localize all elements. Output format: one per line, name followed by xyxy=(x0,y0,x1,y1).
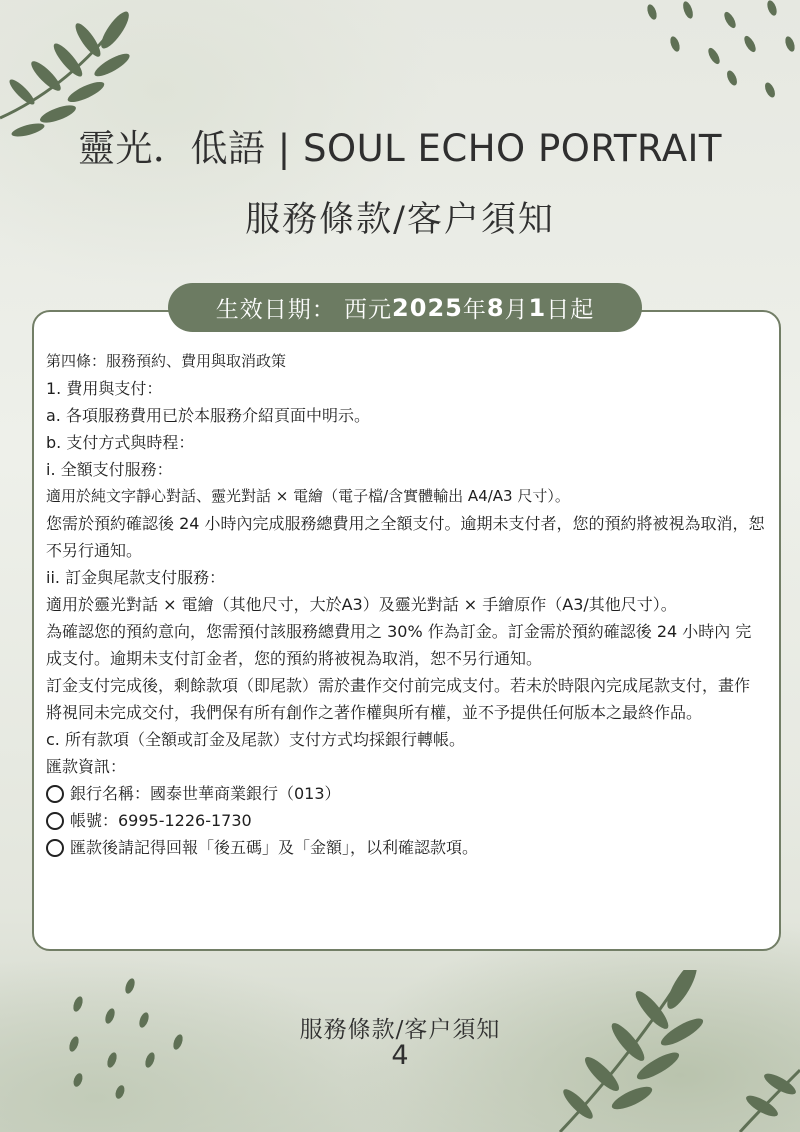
clause-line: 1. 費用與支付： xyxy=(46,379,163,398)
effective-date-day: 1 xyxy=(528,293,547,322)
bank-info-item xyxy=(46,780,772,807)
clause-line: 匯款資訊： xyxy=(46,757,127,776)
effective-date-suffix: 日起 xyxy=(546,297,595,323)
effective-date-year: 2025 xyxy=(392,293,463,322)
effective-date-badge xyxy=(168,283,642,332)
bank-info-text: 帳號：6995-1226-1730 xyxy=(70,811,252,830)
effective-date-year-unit: 年 xyxy=(462,297,487,323)
footer-title: 服務條款/客户須知 xyxy=(299,1017,501,1043)
terms-content xyxy=(46,348,772,861)
clause-paragraph: 訂金支付完成後，剩餘款項（即尾款）需於畫作交付前完成支付。若未於時限內完成尾款支付，畫作將視同未完成交付，我們保有所有創作之著作權與所有權，並不予提供任何版本之最終作品。 xyxy=(46,676,751,722)
clause-line: 適用於純文字靜心對話、靈光對話 × 電繪（電子檔/含實體輸出 A4/A3 尺寸）。 xyxy=(46,487,570,505)
bank-info-item xyxy=(46,834,772,861)
circle-bullet-icon xyxy=(46,785,64,803)
circle-bullet-icon xyxy=(46,839,64,857)
effective-date-month: 8 xyxy=(486,293,505,322)
dots-top-right-decoration xyxy=(630,0,800,110)
page-title: 靈光．低語 | SOUL ECHO PORTRAIT xyxy=(77,127,723,170)
clause-paragraph: 您需於預約確認後 24 小時內完成服務總費用之全額支付。逾期未支付者，您的預約將被視為取消，恕不另行通知。 xyxy=(46,514,765,560)
clause-paragraph: 為確認您的預約意向，您需預付該服務總費用之 30% 作為訂金。訂金需於預約確認後 24 小時內 完成支付。逾期未支付訂金者，您的預約將被視為取消，恕不另行通知。 xyxy=(46,622,752,668)
page-number: 4 xyxy=(391,1040,409,1071)
page-subtitle: 服務條款/客户須知 xyxy=(245,200,555,240)
effective-date-prefix: 生效日期： 西元 xyxy=(215,297,393,323)
effective-date-month-unit: 月 xyxy=(504,297,529,323)
bank-info-text: 匯款後請記得回報「後五碼」及「金額」，以利確認款項。 xyxy=(70,838,479,857)
clause-line: ii. 訂金與尾款支付服務： xyxy=(46,568,226,587)
clause-line: a. 各項服務費用已於本服務介紹頁面中明示。 xyxy=(46,406,370,425)
clause-line: b. 支付方式與時程： xyxy=(46,433,195,452)
bank-info-item xyxy=(46,807,772,834)
clause-line: c. 所有款項（全額或訂金及尾款）支付方式均採銀行轉帳。 xyxy=(46,730,465,749)
clause-paragraph: 適用於靈光對話 × 電繪（其他尺寸，大於A3）及靈光對話 × 手繪原作（A3/其他尺寸）。 xyxy=(46,595,677,614)
section-heading: 第四條：服務預約、費用與取消政策 xyxy=(46,352,287,370)
bank-info-text: 銀行名稱：國泰世華商業銀行（013） xyxy=(70,784,341,803)
clause-line: i. 全額支付服務： xyxy=(46,460,173,479)
circle-bullet-icon xyxy=(46,812,64,830)
